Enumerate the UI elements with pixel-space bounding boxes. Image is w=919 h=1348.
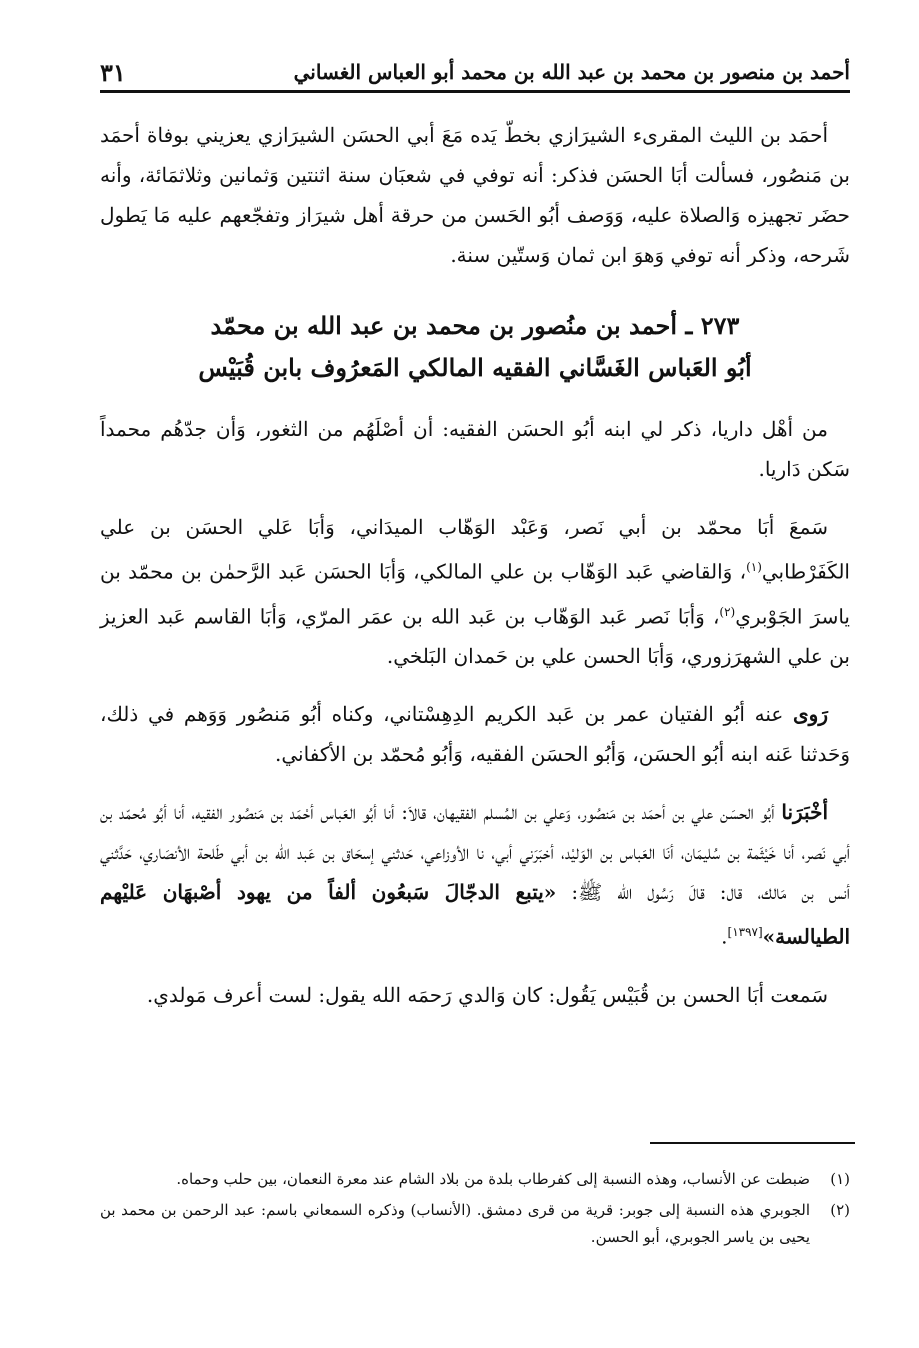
teachers-text-3: ، وَأبَا نَصر عَبد الوَهّاب بن عَبد الله بن عمَر المرّي، وَأبَا القاسم عَبد العزيز بن علي الشهرَزوري، وَأبَا الحسن علي بن حَمدان البَلخي. [100, 604, 850, 669]
narrated-lead: رَوى [793, 702, 828, 727]
footnote-ref-1: (١) [746, 560, 762, 574]
paragraph-narrators [100, 694, 850, 774]
chain-text: أبُو الحسَن علي بن أحمَد بن مَنصُور، وَعلي بن المُسلم الفقيهان، قالاَ: أنا أبُو العَباس أحْمَد بن مَنصُور الفقيه، أنا أبُو مُحمّد بن أبي نَصر، أنا خَيْثَمة بن سُليمَان، أنَا العَباس بن الوَليْد، أخبَرَني أبي، نا الأوزاعي، حَدثني إسحَاق بن عَبد الله بن أبي طَلحة الأنصَاري، حَدَّثني أنس بن مَالك، قال: قالَ رَسُول الله ﷺ: [100, 800, 850, 905]
paragraph-continuation: أحمَد بن الليث المقرىء الشيرَازي بخطّ يَده مَعَ أبي الحسَن الشيرَازي يعزيني بوفاة أحمَد بن مَنصُور، فسألت أبَا الحسَن فذكر: أنه توفي في شعبَان سنة اثنتين وَثمانين وثلاثمَائة، وأنه حضَر تجهيزه وَالصلاة عليه، وَوَصف أبُو الحَسن من حرقة أهل شيرَاز وتفجّعهم عليه مَا يَطول شَرحه، وذكر أنه توفي وَهوَ ابن ثمان وَستّين سنة. [100, 123, 850, 267]
paragraph-origin: من أهْل داريا، ذكر لي ابنه أبُو الحسَن الفقيه: أن أصْلَهُم من الثغور، وَأن جدّهُم محمداً سَكن دَاريا. [100, 417, 850, 481]
footnote-number: (١) [830, 1170, 850, 1188]
page-header [100, 54, 850, 93]
footnote-divider [650, 1142, 855, 1144]
paragraph-teachers [100, 507, 850, 676]
main-text [100, 115, 850, 1033]
entry-heading [100, 305, 850, 389]
chain-end: . [721, 924, 728, 949]
paragraph-hadith-chain [100, 792, 850, 957]
teachers-text-1: سَمعَ أبَا محمّد بن أبي نَصر، وَعَبْد الوَهّاب الميدَاني، وَأبَا عَلي الحسَن بن علي الكَفَرْطابي [100, 515, 850, 584]
footnotes [100, 1166, 850, 1255]
page-number: ٣١ [100, 57, 126, 87]
footnote-text: ضبطت عن الأنساب، وهذه النسبة إلى كفرطاب بلدة من بلاد الشام عند معرة النعمان، بين حلب وحماه. [176, 1170, 810, 1188]
footnote-text: الجوبري هذه النسبة إلى جوبر: قرية من قرى دمشق. (الأنساب) وذكره السمعاني باسم: عبد الرحمن بن محمد بن يحيى بن ياسر الجوبري، أبو الحسن. [100, 1201, 810, 1246]
footnote-number: (٢) [830, 1201, 850, 1219]
running-title: أحمد بن منصور بن محمد بن عبد الله بن محمد أبو العباس الغساني [293, 60, 850, 84]
narrators-text: عنه أبُو الفتيان عمر بن عَبد الكريم الدِهِسْتاني، وكناه أبُو مَنصُور وَوَهم في ذلك، وَحَدثنا عَنه ابنه أبُو الحسَن، وَأبُو الحسَن الفقيه، وَأبُو مُحمّد بن الأكفاني. [100, 702, 850, 767]
informed-lead: أخْبَرَنا [781, 800, 828, 825]
footnote-1 [100, 1166, 850, 1193]
entry-heading-line-1: ٢٧٣ ـ أحمد بن منُصور بن محمد بن عبد الله بن محمّد [210, 311, 740, 340]
footnote-ref-2: (٢) [719, 604, 736, 619]
hadith-number: [١٣٩٧] [727, 925, 763, 940]
entry-heading-line-2: أبُو العَباس الغَسَّاني الفقيه المالكي المَعرُوف بابن قُبَيْس [198, 353, 752, 382]
teachers-text-2: ، وَالقاضي عَبد الوَهّاب بن علي المالكي، وَأبَا الحسَن عَبد الرَّحمٰن بن محمّد بن ياسرَ الجَوْبري [100, 559, 850, 629]
hadith-text: «يتبع الدجّالَ سَبعُون ألفاً من يهود أصْبهَان عَليْهم الطيالسة» [100, 880, 850, 949]
paragraph-birth: سَمعت أبَا الحسن بن قُبَيْس يَقُول: كان وَالدي رَحمَه الله يقول: لست أعرف مَولدي. [146, 982, 828, 1007]
footnote-2 [100, 1197, 850, 1251]
